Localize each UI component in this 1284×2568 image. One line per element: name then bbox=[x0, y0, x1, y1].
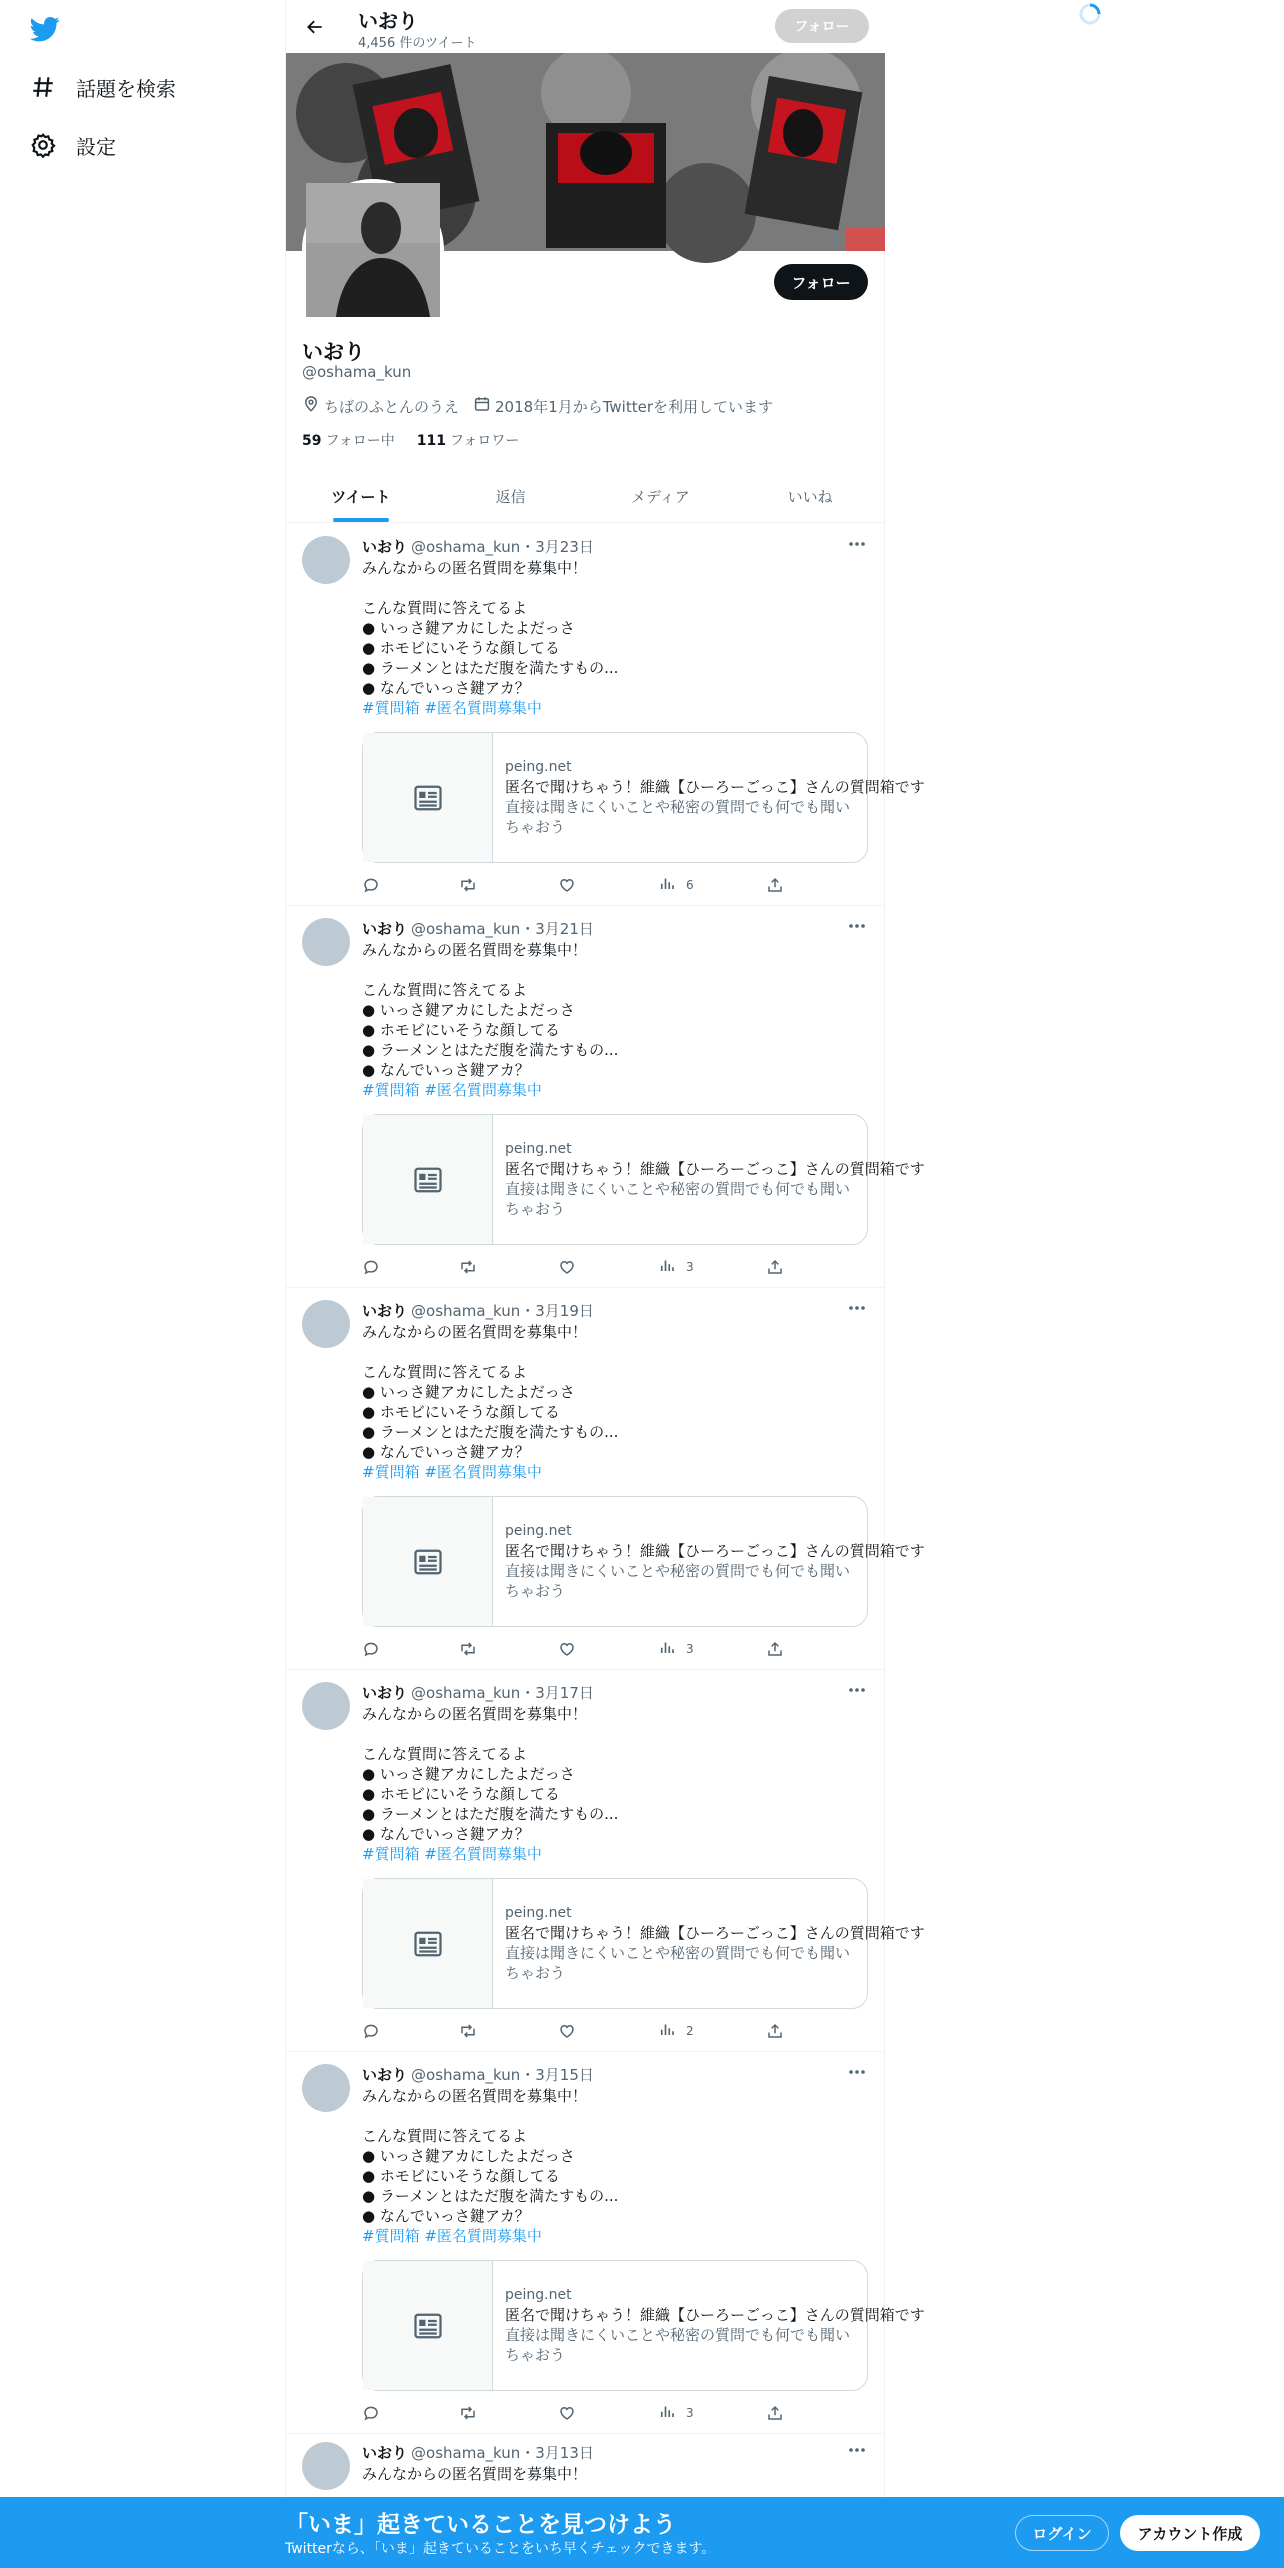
more-options-icon[interactable] bbox=[845, 1298, 869, 1318]
tab-tweets[interactable]: ツイート bbox=[286, 470, 436, 522]
reply-icon[interactable] bbox=[362, 1257, 380, 1277]
link-card-description: 直接は聞きにくいことや秘密の質問でも何でも聞いちゃおう bbox=[505, 798, 851, 836]
tweet-text-line: みんなからの匿名質問を募集中！ bbox=[362, 1705, 588, 1723]
tweet-blank-line bbox=[362, 2106, 867, 2126]
retweet-icon[interactable] bbox=[458, 1639, 478, 1659]
tweet-hashtags[interactable]: #質問箱 #匿名質問募集中 bbox=[362, 2227, 542, 2245]
link-card-description: 直接は聞きにくいことや秘密の質問でも何でも聞いちゃおう bbox=[505, 2326, 851, 2364]
tweet-text bbox=[362, 2464, 867, 2484]
link-card[interactable] bbox=[362, 1878, 925, 2009]
followers-link[interactable] bbox=[417, 430, 520, 450]
tweet-text-line: こんな質問に答えてるよ bbox=[362, 2127, 528, 2145]
tweet-text-line: ● ラーメンとはただ腹を満たすもの... bbox=[362, 1805, 619, 1823]
tweet-text-line: ● なんでいっさ鍵アカ？ bbox=[362, 679, 530, 697]
retweet-icon[interactable] bbox=[458, 2403, 478, 2423]
tweet-text-line: ● いっさ鍵アカにしたよだっさ bbox=[362, 1765, 575, 1783]
article-icon bbox=[363, 1497, 493, 1626]
tweet-author-handle[interactable]: @oshama_kun bbox=[411, 920, 521, 938]
like-icon[interactable] bbox=[558, 2021, 576, 2041]
tweet-text-line: ● なんでいっさ鍵アカ？ bbox=[362, 1061, 530, 1079]
tweet-date[interactable]: ・3月23日 bbox=[520, 538, 594, 556]
tweet-author-name[interactable]: いおり bbox=[362, 920, 408, 938]
article-icon bbox=[363, 1115, 493, 1244]
calendar-icon bbox=[473, 395, 495, 417]
profile-meta bbox=[302, 395, 787, 417]
link-card-text bbox=[493, 733, 925, 862]
tweet-text bbox=[362, 1704, 867, 1864]
tweet-text-line: ● なんでいっさ鍵アカ？ bbox=[362, 2207, 530, 2225]
gear-icon bbox=[28, 130, 58, 160]
signup-banner-subtitle: Twitterなら、「いま」起きていることをいち早くチェックできます。 bbox=[285, 2541, 716, 2557]
views-button[interactable] bbox=[658, 1257, 694, 1277]
link-card-domain: peing.net bbox=[505, 1523, 572, 1539]
like-icon[interactable] bbox=[558, 1257, 576, 1277]
link-card-description: 直接は聞きにくいことや秘密の質問でも何でも聞いちゃおう bbox=[505, 1562, 851, 1600]
like-icon[interactable] bbox=[558, 2403, 576, 2423]
link-card-text bbox=[493, 1497, 925, 1626]
login-button[interactable]: ログイン bbox=[1015, 2515, 1109, 2551]
tweet-text bbox=[362, 940, 867, 1100]
hashtag-icon bbox=[28, 72, 58, 102]
more-options-icon[interactable] bbox=[845, 2062, 869, 2082]
tweet-blank-line bbox=[362, 960, 867, 980]
sidebar-item-settings[interactable] bbox=[28, 125, 116, 165]
tweet-text-line: ● ホモビにいそうな顔してる bbox=[362, 1021, 560, 1039]
share-icon[interactable] bbox=[766, 875, 784, 895]
tweet-author-handle[interactable]: @oshama_kun bbox=[411, 1302, 521, 1320]
link-card-domain: peing.net bbox=[505, 759, 572, 775]
more-options-icon[interactable] bbox=[845, 1680, 869, 1700]
tweet-avatar[interactable] bbox=[302, 1682, 350, 1730]
tweet-text-line: ● いっさ鍵アカにしたよだっさ bbox=[362, 1383, 575, 1401]
tweet-text-line: こんな質問に答えてるよ bbox=[362, 1363, 528, 1381]
tweet[interactable] bbox=[286, 1670, 925, 2052]
tweet-header bbox=[362, 918, 594, 939]
tweet-date[interactable]: ・3月21日 bbox=[520, 920, 594, 938]
reply-icon[interactable] bbox=[362, 2021, 380, 2041]
link-card-text bbox=[493, 2261, 925, 2390]
tweet-text-line: ● ホモビにいそうな顔してる bbox=[362, 1785, 560, 1803]
views-button[interactable] bbox=[658, 1639, 694, 1659]
tweet-date[interactable]: ・3月17日 bbox=[520, 1684, 594, 1702]
link-card-domain: peing.net bbox=[505, 1141, 572, 1157]
twitter-bird-icon[interactable] bbox=[28, 14, 62, 44]
more-options-icon[interactable] bbox=[845, 916, 869, 936]
link-card-title: 匿名で聞けちゃう！維織【ひーろーごっこ】さんの質問箱です bbox=[505, 778, 925, 796]
tweet-header bbox=[362, 536, 594, 557]
tweet-blank-line bbox=[362, 1342, 867, 1362]
more-options-icon[interactable] bbox=[845, 2440, 869, 2460]
create-account-button[interactable]: アカウント作成 bbox=[1120, 2515, 1260, 2551]
link-card-description: 直接は聞きにくいことや秘密の質問でも何でも聞いちゃおう bbox=[505, 1180, 851, 1218]
view-count: 3 bbox=[686, 2406, 694, 2420]
tweet-hashtags[interactable]: #質問箱 #匿名質問募集中 bbox=[362, 1081, 542, 1099]
link-card-domain: peing.net bbox=[505, 1905, 572, 1921]
tweet[interactable] bbox=[286, 906, 925, 1288]
tweet-blank-line bbox=[362, 1724, 867, 1744]
tweet-text-line: ● なんでいっさ鍵アカ？ bbox=[362, 1825, 530, 1843]
tweet-date[interactable]: ・3月13日 bbox=[520, 2444, 594, 2462]
tweet-text bbox=[362, 1322, 867, 1482]
tweet-author-handle[interactable]: @oshama_kun bbox=[411, 538, 521, 556]
views-button[interactable] bbox=[658, 2403, 694, 2423]
follow-stats bbox=[302, 430, 519, 450]
main-column bbox=[285, 0, 925, 2568]
like-icon[interactable] bbox=[558, 875, 576, 895]
tweet-header bbox=[362, 1300, 594, 1321]
follow-button[interactable]: フォロー bbox=[774, 264, 868, 300]
tweet-author-handle[interactable]: @oshama_kun bbox=[411, 1684, 521, 1702]
tweet-author-name[interactable]: いおり bbox=[362, 2444, 408, 2462]
view-count: 3 bbox=[686, 1642, 694, 1656]
tweet-text-line: ● ラーメンとはただ腹を満たすもの... bbox=[362, 1041, 619, 1059]
link-card-domain: peing.net bbox=[505, 2287, 572, 2303]
reply-icon[interactable] bbox=[362, 1639, 380, 1659]
views-icon bbox=[658, 1256, 676, 1278]
tweet-avatar[interactable] bbox=[302, 1300, 350, 1348]
back-arrow-icon[interactable] bbox=[300, 12, 330, 42]
tweet-text-line: みんなからの匿名質問を募集中！ bbox=[362, 941, 588, 959]
tweet-text-line: ● ラーメンとはただ腹を満たすもの... bbox=[362, 659, 619, 677]
article-icon bbox=[363, 733, 493, 862]
link-card-title: 匿名で聞けちゃう！維織【ひーろーごっこ】さんの質問箱です bbox=[505, 1924, 925, 1942]
followers-label: フォロワー bbox=[450, 433, 520, 449]
like-icon[interactable] bbox=[558, 1639, 576, 1659]
link-card[interactable] bbox=[362, 1114, 925, 1245]
tweet-text-line: みんなからの匿名質問を募集中！ bbox=[362, 2465, 588, 2483]
share-icon[interactable] bbox=[766, 1257, 784, 1277]
tweet-text-line: みんなからの匿名質問を募集中！ bbox=[362, 559, 588, 577]
tweet-header bbox=[362, 2442, 594, 2463]
link-card-title: 匿名で聞けちゃう！維織【ひーろーごっこ】さんの質問箱です bbox=[505, 1160, 925, 1178]
link-card-description: 直接は聞きにくいことや秘密の質問でも何でも聞いちゃおう bbox=[505, 1944, 851, 1982]
tweet-date[interactable]: ・3月19日 bbox=[520, 1302, 594, 1320]
tab-media[interactable]: メディア bbox=[630, 487, 690, 506]
profile-handle: @oshama_kun bbox=[302, 363, 412, 381]
reply-icon[interactable] bbox=[362, 2403, 380, 2423]
retweet-icon[interactable] bbox=[458, 1257, 478, 1277]
share-icon[interactable] bbox=[766, 1639, 784, 1659]
tweet-text-line: ● ホモビにいそうな顔してる bbox=[362, 2167, 560, 2185]
view-count: 2 bbox=[686, 2024, 694, 2038]
tweet-author-name[interactable]: いおり bbox=[362, 538, 408, 556]
tweet-text-line: ● ホモビにいそうな顔してる bbox=[362, 639, 560, 657]
tweet-hashtags[interactable]: #質問箱 #匿名質問募集中 bbox=[362, 1463, 542, 1481]
following-link[interactable] bbox=[302, 430, 395, 450]
tweet-text-line: こんな質問に答えてるよ bbox=[362, 599, 528, 617]
tweet-text bbox=[362, 2086, 867, 2246]
header-follow-button[interactable]: フォロー bbox=[775, 9, 869, 43]
link-card[interactable] bbox=[362, 1496, 925, 1627]
tweet-author-handle[interactable]: @oshama_kun bbox=[411, 2066, 521, 2084]
share-icon[interactable] bbox=[766, 2403, 784, 2423]
location-pin-icon bbox=[302, 395, 324, 417]
tweet-text-line: ● いっさ鍵アカにしたよだっさ bbox=[362, 619, 575, 637]
views-button[interactable] bbox=[658, 2021, 694, 2041]
profile-header-bar bbox=[286, 0, 885, 53]
sidebar-item-label: 話題を検索 bbox=[76, 76, 176, 101]
profile-location: ちばのふとんのうえ bbox=[324, 397, 460, 416]
tweet-text-line: みんなからの匿名質問を募集中！ bbox=[362, 1323, 588, 1341]
tweet-text-line: ● いっさ鍵アカにしたよだっさ bbox=[362, 2147, 575, 2165]
views-icon bbox=[658, 2020, 676, 2042]
sidebar-item-label: 設定 bbox=[76, 134, 116, 159]
profile-joined-date: 2018年1月からTwitterを利用しています bbox=[495, 397, 774, 416]
share-icon[interactable] bbox=[766, 2021, 784, 2041]
link-card-text bbox=[493, 1879, 925, 2008]
tweet-header bbox=[362, 2064, 594, 2085]
tab-likes[interactable]: いいね bbox=[787, 487, 833, 506]
following-label: フォロー中 bbox=[325, 433, 395, 449]
tweet-author-name[interactable]: いおり bbox=[362, 2066, 408, 2084]
views-button[interactable] bbox=[658, 875, 694, 895]
tweet[interactable] bbox=[286, 2052, 925, 2434]
sidebar-item-explore[interactable] bbox=[28, 67, 176, 107]
article-icon bbox=[363, 2261, 493, 2390]
views-icon bbox=[658, 2402, 676, 2424]
tweet-author-handle[interactable]: @oshama_kun bbox=[411, 2444, 521, 2462]
reply-icon[interactable] bbox=[362, 875, 380, 895]
following-count: 59 bbox=[302, 433, 322, 449]
tweet-author-name[interactable]: いおり bbox=[362, 1302, 408, 1320]
views-icon bbox=[658, 1638, 676, 1660]
view-count: 3 bbox=[686, 1260, 694, 1274]
tweet-hashtags[interactable]: #質問箱 #匿名質問募集中 bbox=[362, 699, 542, 717]
signup-banner bbox=[0, 2497, 1284, 2568]
more-options-icon[interactable] bbox=[845, 534, 869, 554]
tweet-text-line: ● ホモビにいそうな顔してる bbox=[362, 1403, 560, 1421]
view-count: 6 bbox=[686, 878, 694, 892]
tweet-author-name[interactable]: いおり bbox=[362, 1684, 408, 1702]
tweet-date[interactable]: ・3月15日 bbox=[520, 2066, 594, 2084]
loading-spinner-icon bbox=[1078, 2, 1102, 26]
tweet-text-line: ● ラーメンとはただ腹を満たすもの... bbox=[362, 2187, 619, 2205]
tweet-text-line: こんな質問に答えてるよ bbox=[362, 1745, 528, 1763]
views-icon bbox=[658, 874, 676, 896]
profile-tabs bbox=[286, 470, 885, 523]
link-card-title: 匿名で聞けちゃう！維織【ひーろーごっこ】さんの質問箱です bbox=[505, 2306, 925, 2324]
header-tweet-count: 4,456 件のツイート bbox=[358, 36, 477, 51]
tab-replies[interactable]: 返信 bbox=[495, 487, 526, 506]
tweet[interactable] bbox=[286, 1288, 925, 1670]
tweet-avatar[interactable] bbox=[302, 2064, 350, 2112]
link-card[interactable] bbox=[362, 732, 925, 863]
followers-count: 111 bbox=[416, 433, 447, 449]
signup-banner-title: 「いま」起きていることを見つけよう bbox=[285, 2512, 676, 2538]
retweet-icon[interactable] bbox=[458, 875, 478, 895]
link-card[interactable] bbox=[362, 2260, 925, 2391]
tweet-text-line: こんな質問に答えてるよ bbox=[362, 981, 528, 999]
tweet-blank-line bbox=[362, 578, 867, 598]
tweet-text-line: ● なんでいっさ鍵アカ？ bbox=[362, 1443, 530, 1461]
tweet-avatar[interactable] bbox=[302, 536, 350, 584]
article-icon bbox=[363, 1879, 493, 2008]
retweet-icon[interactable] bbox=[458, 2021, 478, 2041]
tweet[interactable] bbox=[286, 524, 925, 906]
tweet-text-line: みんなからの匿名質問を募集中！ bbox=[362, 2087, 588, 2105]
tweet-hashtags[interactable]: #質問箱 #匿名質問募集中 bbox=[362, 1845, 542, 1863]
profile-name: いおり bbox=[302, 340, 365, 364]
tweet-avatar[interactable] bbox=[302, 918, 350, 966]
tweet-text bbox=[362, 558, 867, 718]
tweet-text-line: ● いっさ鍵アカにしたよだっさ bbox=[362, 1001, 575, 1019]
header-name: いおり bbox=[358, 9, 418, 33]
link-card-title: 匿名で聞けちゃう！維織【ひーろーごっこ】さんの質問箱です bbox=[505, 1542, 925, 1560]
tweet-avatar[interactable] bbox=[302, 2442, 350, 2490]
tweet-text-line: ● ラーメンとはただ腹を満たすもの... bbox=[362, 1423, 619, 1441]
tweet-header bbox=[362, 1682, 594, 1703]
link-card-text bbox=[493, 1115, 925, 1244]
profile-avatar[interactable] bbox=[302, 179, 444, 321]
